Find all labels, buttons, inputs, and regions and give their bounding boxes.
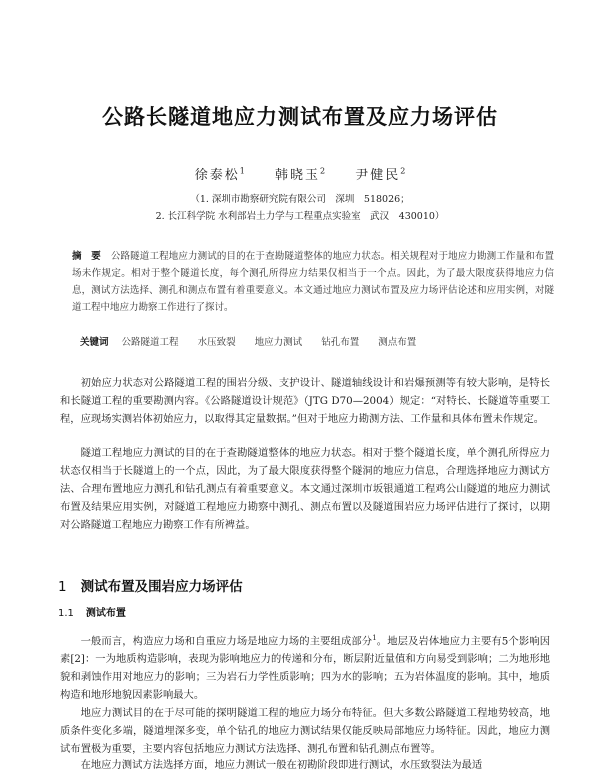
keyword: 公路隧道工程 (121, 337, 179, 348)
keyword: 钻孔布置 (321, 337, 360, 348)
paper-title: 公路长隧道地应力测试布置及应力场评估 (102, 105, 498, 129)
intro-paragraph-2: 隧道工程地应力测试的目的在于查勘隧道整体的地应力状态。相对于整个隧道长度，单个测孔所得应力状态仅相当于长隧道上的一个点，因此，为了最大限度获得整个隧洞的地应力信息，合理选择地应力测试方法、合理布置地应力测孔和钻孔测点有着重要意义。本文通过深圳市坂银通道工程鸡公山隧道的地应力测试布置及结果应用实例，对隧道工程地应力勘察中测孔、测点布置以及隧道围岩应力场评估进行了探讨，以期对公路隧道工程地应力勘察工作有所裨益。 (60, 447, 550, 531)
section-title: 测试布置及围岩应力场评估 (80, 579, 243, 595)
citation-mark: 1 (372, 634, 377, 642)
keyword: 水压致裂 (197, 337, 236, 348)
author-name: 徐泰松 (194, 168, 240, 183)
author-3 (355, 168, 405, 183)
section-number: 1 (58, 579, 67, 595)
paragraph-text: 一般而言，构造应力场和自重应力场是地应力场的主要组成部分 (80, 635, 373, 648)
author-affil-mark: 1 (239, 166, 245, 176)
author-2 (275, 168, 325, 183)
section-paragraph-3: 在地应力测试方法选择方面，地应力测试一般在初勘阶段即进行测试，水压致裂法为最适 (80, 759, 483, 771)
section-paragraph-1 (60, 629, 550, 704)
keywords (80, 334, 560, 348)
abstract-label: 摘 要 (72, 251, 101, 262)
section-paragraph-2: 地应力测试目的在于尽可能的探明隧道工程的地应力场分布特征。但大多数公路隧道工程地势较高，地质条件变化多端，隧道埋深多变，单个钻孔的地应力测试结果仅能反映局部地应力场特征。因此，地应力测试布置极为重要，主要内容包括地应力测试方法选择、测孔布置和钻孔测点布置等。 (60, 707, 550, 755)
keyword: 地应力测试 (254, 337, 303, 348)
author-affil-mark: 2 (400, 166, 406, 176)
affiliation-2: 2. 长江科学院 水利部岩土力学与工程重点实验室 武汉 430010） (155, 211, 445, 222)
keyword: 测点布置 (378, 337, 417, 348)
intro-paragraph-1: 初始应力状态对公路隧道工程的围岩分级、支护设计、隧道轴线设计和岩爆预测等有较大影响，是特长和长隧道工程的重要勘测内容。《公路隧道设计规范》（JTG D70—2004）规定：“对特长、长隧道等重要工程，应现场实测岩体初始应力，以取得其定量数据。”但对于地应力勘测方法、工作量和具体布置未作规定。 (60, 377, 550, 425)
keywords-label: 关键词 (80, 337, 109, 348)
abstract (72, 248, 554, 316)
paragraph-text: 。地层及岩体地应力主要有5个影响因素[2]：一为地质构造影响，表现为影响地应力的传递和分布，断层附近量值和方向易受到影响；二为地形地貌和剥蚀作用对地应力的影响；三为岩石力学性质影响；四为水的影响；五为岩体温度的影响。其中，地质构造和地形地貌因素影响最大。 (60, 635, 550, 702)
subsection-heading (58, 604, 126, 619)
author-affil-mark: 2 (319, 166, 326, 176)
subsection-number: 1.1 (58, 608, 74, 619)
affiliation-1: （1. 深圳市勘察研究院有限公司 深圳 518026； (190, 194, 410, 205)
author-name: 尹健民 (355, 168, 401, 183)
author-list (0, 164, 600, 183)
section-heading (58, 575, 243, 595)
subsection-title: 测试布置 (85, 608, 126, 619)
author-name: 韩晓玉 (274, 168, 320, 183)
abstract-text: 公路隧道工程地应力测试的目的在于查勘隧道整体的地应力状态。相关规程对于地应力勘测工作量和布置场未作规定。相对于整个隧道长度，每个测孔所得应力结果仅相当于一个点。因此，为了最大限度获得地应力信息，测试方法选择、测孔和测点布置有着重要意义。本文通过地应力测试布置及应力场评估论述和应用实例，对隧道工程中地应力勘察工作进行了探讨。 (72, 251, 554, 313)
author-1 (195, 168, 245, 183)
